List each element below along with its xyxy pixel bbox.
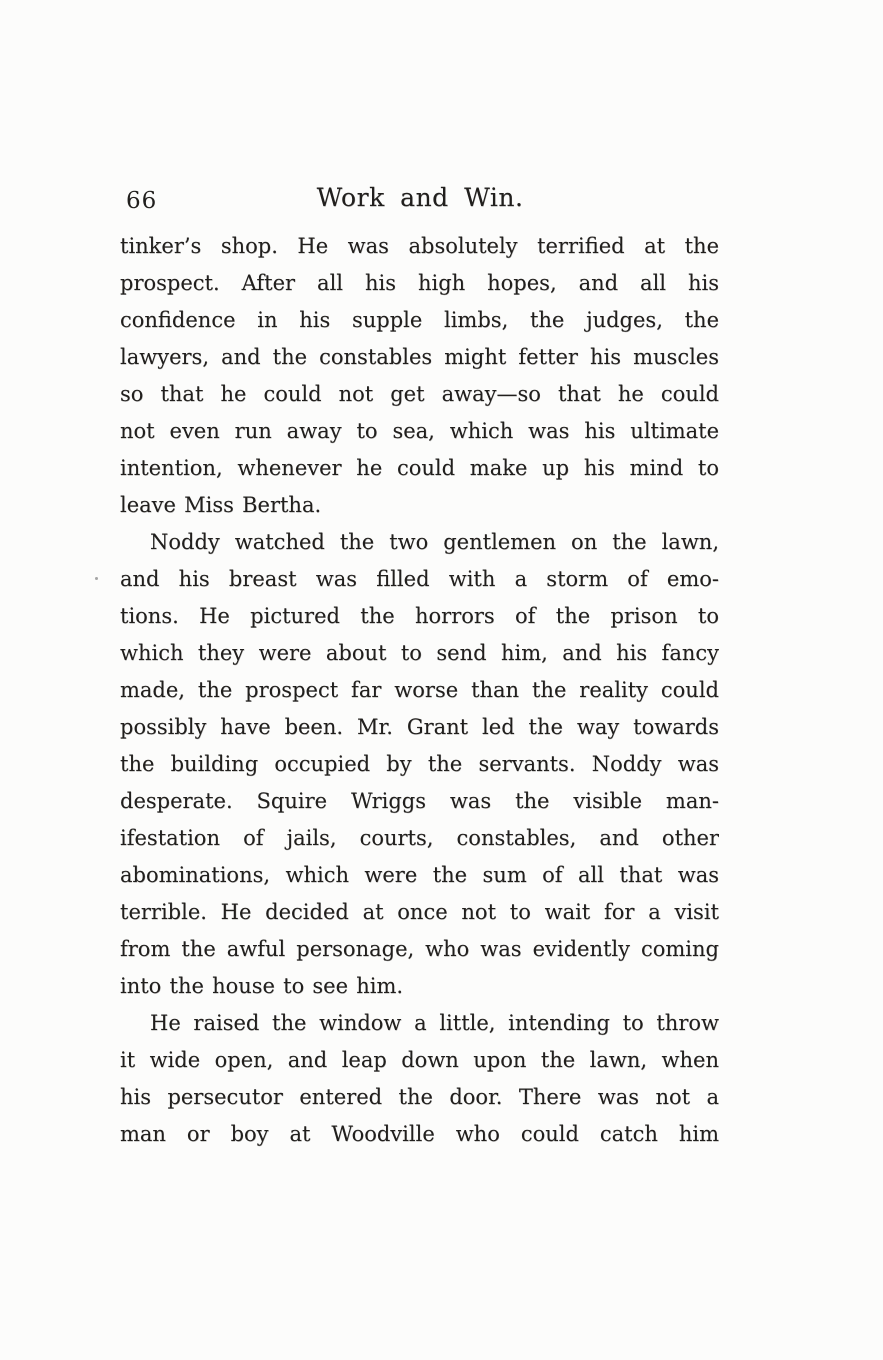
text-line: it wide open, and leap down upon the lawn, when bbox=[120, 1048, 719, 1072]
text-line: not even run away to sea, which was his ultimate bbox=[120, 419, 719, 443]
text-line: the building occupied by the servants. Noddy was bbox=[120, 752, 719, 776]
page-number: 66 bbox=[126, 188, 158, 214]
text-line: confidence in his supple limbs, the judges, the bbox=[120, 308, 719, 332]
text-line: tinker’s shop. He was absolutely terrified at the bbox=[120, 234, 719, 258]
text-line: Noddy watched the two gentlemen on the lawn, bbox=[150, 530, 719, 554]
text-line: terrible. He decided at once not to wait for a visit bbox=[120, 900, 719, 924]
text-line: man or boy at Woodville who could catch him bbox=[120, 1122, 719, 1146]
text-line: intention, whenever he could make up his mind to bbox=[120, 456, 719, 480]
text-line: into the house to see him. bbox=[120, 974, 404, 998]
text-line: abominations, which were the sum of all that was bbox=[120, 863, 719, 887]
text-line: desperate. Squire Wriggs was the visible man- bbox=[120, 789, 719, 813]
text-line: lawyers, and the constables might fetter his muscles bbox=[120, 345, 719, 369]
text-line: ifestation of jails, courts, constables, and other bbox=[120, 826, 719, 850]
text-line: which they were about to send him, and his fancy bbox=[120, 641, 719, 665]
text-line: and his breast was filled with a storm of emo- bbox=[120, 567, 719, 591]
text-line: made, the prospect far worse than the reality could bbox=[120, 678, 719, 702]
paragraph bbox=[120, 228, 719, 524]
text-line: leave Miss Bertha. bbox=[120, 493, 322, 517]
text-line: He raised the window a little, intending to throw bbox=[150, 1011, 719, 1035]
text-line: tions. He pictured the horrors of the prison to bbox=[120, 604, 719, 628]
scan-speck bbox=[95, 577, 98, 580]
text-line: prospect. After all his high hopes, and all his bbox=[120, 271, 719, 295]
text-line: from the awful personage, who was evidently coming bbox=[120, 937, 719, 961]
paragraph bbox=[120, 1005, 719, 1153]
text-line: his persecutor entered the door. There was not a bbox=[120, 1085, 719, 1109]
text-line: possibly have been. Mr. Grant led the way towards bbox=[120, 715, 719, 739]
text-line: so that he could not get away—so that he could bbox=[120, 382, 719, 406]
paragraph bbox=[120, 524, 719, 1005]
page-header bbox=[120, 182, 720, 214]
page-body bbox=[120, 228, 719, 1153]
running-title: Work and Win. bbox=[316, 183, 524, 212]
